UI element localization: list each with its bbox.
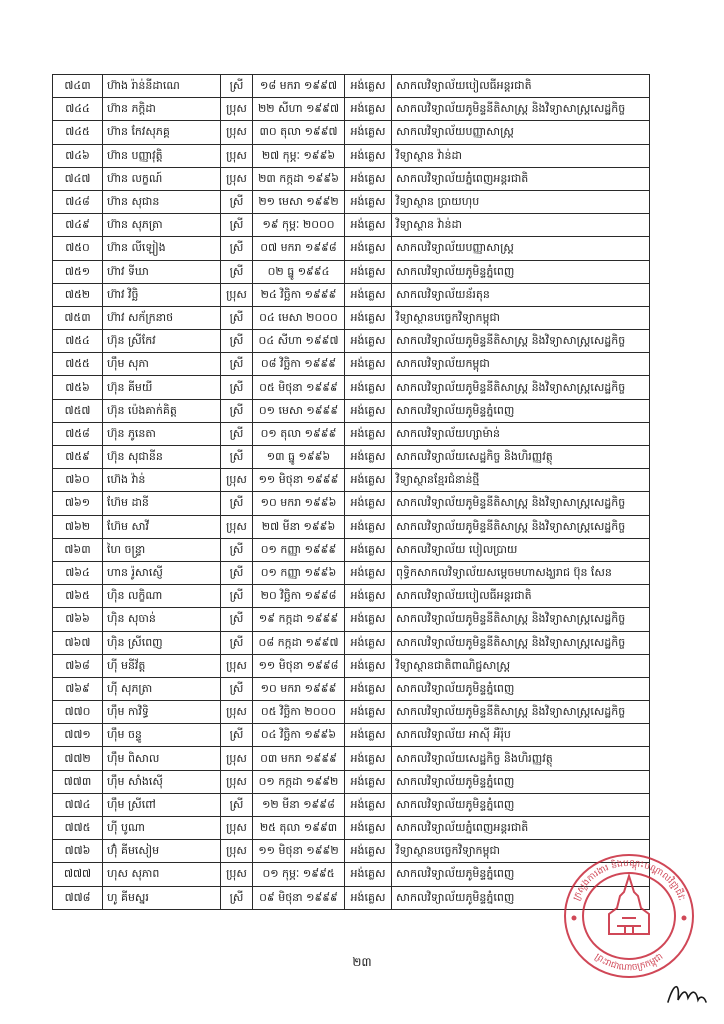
table-row <box>53 75 650 98</box>
institution-cell: សាកលវិទ្យាល័យភូមិន្ទនីតិសាស្ត្រ និងវិទ្យាសាស្ត្រសេដ្ឋកិច្ច <box>392 701 650 724</box>
row-number-cell: ៧៥០ <box>53 237 103 260</box>
gender-cell: ប្រុស <box>221 167 253 190</box>
name-cell: ហ៊ឹម សុភា <box>103 353 221 376</box>
birth-date-cell: ០៩ មិថុនា ១៩៩៩ <box>253 886 345 909</box>
language-cell: អង់គ្លេស <box>345 561 392 584</box>
language-cell: អង់គ្លេស <box>345 608 392 631</box>
name-cell: ហ៊ិន ស្រីពេញ <box>103 631 221 654</box>
row-number-cell: ៧៤៤ <box>53 98 103 121</box>
table-row <box>53 561 650 584</box>
row-number-cell: ៧៦៧ <box>53 631 103 654</box>
gender-cell: ស្រី <box>221 886 253 909</box>
row-number-cell: ៧៧៨ <box>53 886 103 909</box>
row-number-cell: ៧៥១ <box>53 260 103 283</box>
row-number-cell: ៧៥៤ <box>53 330 103 353</box>
language-cell: អង់គ្លេស <box>345 214 392 237</box>
birth-date-cell: ០១ កក្កដា ១៩៩២ <box>253 770 345 793</box>
language-cell: អង់គ្លេស <box>345 422 392 445</box>
institution-cell: សាកលវិទ្យាល័យកម្ពុជា <box>392 353 650 376</box>
institution-cell: សាកលវិទ្យាល័យភូមិន្ទនីតិសាស្ត្រ និងវិទ្យាសាស្ត្រសេដ្ឋកិច្ច <box>392 631 650 654</box>
language-cell: អង់គ្លេស <box>345 98 392 121</box>
gender-cell: ប្រុស <box>221 98 253 121</box>
table-row <box>53 260 650 283</box>
gender-cell: ប្រុស <box>221 747 253 770</box>
name-cell: ហុស សុភាព <box>103 863 221 886</box>
language-cell: អង់គ្លេស <box>345 237 392 260</box>
institution-cell: សាកលវិទ្យាល័យភូមិន្ទភ្នំពេញ <box>392 260 650 283</box>
gender-cell: ប្រុស <box>221 469 253 492</box>
institution-cell: វិទ្យាស្ថានបច្ចេកវិទ្យាកម្ពុជា <box>392 306 650 329</box>
name-cell: ហ៊ែម សាវី <box>103 515 221 538</box>
gender-cell: ប្រុស <box>221 770 253 793</box>
row-number-cell: ៧៦០ <box>53 469 103 492</box>
language-cell: អង់គ្លេស <box>345 747 392 770</box>
birth-date-cell: ០៥ វិច្ឆិកា ២០០០ <box>253 701 345 724</box>
birth-date-cell: ០៤ វិច្ឆិកា ១៩៩៦ <box>253 724 345 747</box>
handwritten-signature <box>664 978 708 1008</box>
table-row <box>53 399 650 422</box>
gender-cell: ស្រី <box>221 492 253 515</box>
language-cell: អង់គ្លេស <box>345 399 392 422</box>
row-number-cell: ៧៦៤ <box>53 561 103 584</box>
table-row <box>53 863 650 886</box>
name-cell: ហ៊ិន សុចាន់ <box>103 608 221 631</box>
name-cell: ហាន រ៉ូសាស្ញើ <box>103 561 221 584</box>
gender-cell: ប្រុស <box>221 840 253 863</box>
gender-cell: ស្រី <box>221 608 253 631</box>
row-number-cell: ៧៥៣ <box>53 306 103 329</box>
gender-cell: ប្រុស <box>221 283 253 306</box>
gender-cell: ស្រី <box>221 376 253 399</box>
row-number-cell: ៧៦៥ <box>53 585 103 608</box>
name-cell: ហ៊េង វ៉ាន់ <box>103 469 221 492</box>
birth-date-cell: ០១ កុម្ភៈ ១៩៩៥ <box>253 863 345 886</box>
table-row <box>53 330 650 353</box>
table-row <box>53 654 650 677</box>
table-row <box>53 376 650 399</box>
table-row <box>53 585 650 608</box>
birth-date-cell: ១៩ កក្កដា ១៩៩៩ <box>253 608 345 631</box>
language-cell: អង់គ្លេស <box>345 492 392 515</box>
row-number-cell: ៧៧១ <box>53 724 103 747</box>
language-cell: អង់គ្លេស <box>345 793 392 816</box>
official-seal-stamp <box>562 852 696 980</box>
birth-date-cell: ០៣ មករា ១៩៩៩ <box>253 747 345 770</box>
gender-cell: ស្រី <box>221 260 253 283</box>
row-number-cell: ៧៧៤ <box>53 793 103 816</box>
institution-cell: វិទ្យាស្ថានបច្ចេកវិទ្យាកម្ពុជា <box>392 840 650 863</box>
birth-date-cell: ០៨ វិច្ឆិកា ១៩៩៩ <box>253 353 345 376</box>
table-row <box>53 840 650 863</box>
birth-date-cell: ១៨ មករា ១៩៩៧ <box>253 75 345 98</box>
language-cell: អង់គ្លេស <box>345 631 392 654</box>
name-cell: ហ៊ុន គីមយី <box>103 376 221 399</box>
row-number-cell: ៧៥៦ <box>53 376 103 399</box>
gender-cell: ប្រុស <box>221 701 253 724</box>
institution-cell: សាកលវិទ្យាល័យភ្នំពេញអន្តរជាតិ <box>392 817 650 840</box>
stamp-text-top: ក្រសួងការងារ និងបណ្តុះបណ្តាលវិជ្ជាជីវៈ <box>571 858 687 903</box>
name-cell: ហ៊ិន លក្ខិណា <box>103 585 221 608</box>
institution-cell: វិទ្យាស្ថាន វ៉ាន់ដា <box>392 214 650 237</box>
gender-cell: ស្រី <box>221 677 253 700</box>
language-cell: អង់គ្លេស <box>345 260 392 283</box>
name-cell: ហ៊ី បូណា <box>103 817 221 840</box>
name-cell: ហ៊ឹម ពិសាល <box>103 747 221 770</box>
language-cell: អង់គ្លេស <box>345 724 392 747</box>
language-cell: អង់គ្លេស <box>345 677 392 700</box>
institution-cell: សាកលវិទ្យាល័យភូមិន្ទនីតិសាស្ត្រ និងវិទ្យាសាស្ត្រសេដ្ឋកិច្ច <box>392 492 650 515</box>
institution-cell: សាកលវិទ្យាល័យបញ្ញាសាស្ត្រ <box>392 237 650 260</box>
language-cell: អង់គ្លេស <box>345 376 392 399</box>
birth-date-cell: ១១ មិថុនា ១៩៩២ <box>253 840 345 863</box>
institution-cell: សាកលវិទ្យាល័យសេដ្ឋកិច្ច និងហិរញ្ញវត្ថុ <box>392 446 650 469</box>
row-number-cell: ៧៤៧ <box>53 167 103 190</box>
institution-cell: សាកលវិទ្យាល័យភូមិន្ទនីតិសាស្ត្រ និងវិទ្យាសាស្ត្រសេដ្ឋកិច្ច <box>392 98 650 121</box>
institution-cell: សាកលវិទ្យាល័យភូមិន្ទភ្នំពេញ <box>392 677 650 700</box>
gender-cell: ស្រី <box>221 330 253 353</box>
row-number-cell: ៧៤៣ <box>53 75 103 98</box>
table-row <box>53 724 650 747</box>
birth-date-cell: ១០ មករា ១៩៩៩ <box>253 677 345 700</box>
institution-cell: សាកលវិទ្យាល័យបៀលធីអន្តរជាតិ <box>392 585 650 608</box>
row-number-cell: ៧៥៧ <box>53 399 103 422</box>
name-cell: ហ៊ាន សុជាន <box>103 190 221 213</box>
gender-cell: ស្រី <box>221 585 253 608</box>
name-cell: ហ៊ាន កែវសុភគ្គ <box>103 121 221 144</box>
birth-date-cell: ២៣ កក្កដា ១៩៩៦ <box>253 167 345 190</box>
name-cell: ហ៊ាន បញ្ញាវុត្តិ <box>103 144 221 167</box>
name-cell: ហ៊ី សុភត្រា <box>103 677 221 700</box>
row-number-cell: ៧៥២ <box>53 283 103 306</box>
table-row <box>53 608 650 631</box>
name-cell: ហ៊ឹម សាំងស៊ើ <box>103 770 221 793</box>
table-row <box>53 98 650 121</box>
name-cell: ហ៊ាន លក្ខណ៍ <box>103 167 221 190</box>
gender-cell: ប្រុស <box>221 121 253 144</box>
table-row <box>53 631 650 654</box>
row-number-cell: ៧៤៨ <box>53 190 103 213</box>
table-row <box>53 446 650 469</box>
name-cell: ហ៊ឹម កាវិទ្ធិ <box>103 701 221 724</box>
name-cell: ហ៊ាន លីឡៀង <box>103 237 221 260</box>
gender-cell: ស្រី <box>221 75 253 98</box>
institution-cell: សាកលវិទ្យាល័យភូមិន្ទភ្នំពេញ <box>392 793 650 816</box>
language-cell: អង់គ្លេស <box>345 840 392 863</box>
svg-text:ព្រះរាជាណាចក្រកម្ពុជា <box>593 952 665 973</box>
language-cell: អង់គ្លេស <box>345 654 392 677</box>
birth-date-cell: ១៣ ធ្នូ ១៩៩៦ <box>253 446 345 469</box>
language-cell: អង់គ្លេស <box>345 585 392 608</box>
gender-cell: ស្រី <box>221 353 253 376</box>
table-row <box>53 214 650 237</box>
institution-cell: សាកលវិទ្យាល័យភូមិន្ទភ្នំពេញ <box>392 399 650 422</box>
institution-cell: សាកលវិទ្យាល័យភូមិន្ទភ្នំពេញ <box>392 886 650 909</box>
institution-cell: សាកលវិទ្យាល័យន័រតុន <box>392 283 650 306</box>
table-row <box>53 886 650 909</box>
language-cell: អង់គ្លេស <box>345 863 392 886</box>
birth-date-cell: ៣០ តុលា ១៩៩៧ <box>253 121 345 144</box>
birth-date-cell: ២២ សីហា ១៩៩៧ <box>253 98 345 121</box>
language-cell: អង់គ្លេស <box>345 538 392 561</box>
gender-cell: ស្រី <box>221 399 253 422</box>
gender-cell: ប្រុស <box>221 817 253 840</box>
table-row <box>53 793 650 816</box>
table-row <box>53 167 650 190</box>
page-number: ២៣ <box>352 955 372 969</box>
birth-date-cell: ០៨ កក្កដា ១៩៩៧ <box>253 631 345 654</box>
row-number-cell: ៧៦៨ <box>53 654 103 677</box>
language-cell: អង់គ្លេស <box>345 469 392 492</box>
gender-cell: ប្រុស <box>221 654 253 677</box>
birth-date-cell: ០៤ មេសា ២០០០ <box>253 306 345 329</box>
institution-cell: សាកលវិទ្យាល័យសេដ្ឋកិច្ច និងហិរញ្ញវត្ថុ <box>392 747 650 770</box>
institution-cell: វិទ្យាស្ថាន ប្រាយហុប <box>392 190 650 213</box>
row-number-cell: ៧៤៩ <box>53 214 103 237</box>
institution-cell: សាកលវិទ្យាល័យភូមិន្ទភ្នំពេញ <box>392 770 650 793</box>
gender-cell: ស្រី <box>221 538 253 561</box>
birth-date-cell: ០១ កញ្ញា ១៩៩៩ <box>253 538 345 561</box>
row-number-cell: ៧៧០ <box>53 701 103 724</box>
language-cell: អង់គ្លេស <box>345 353 392 376</box>
birth-date-cell: ០៥ មិថុនា ១៩៩៩ <box>253 376 345 399</box>
gender-cell: ស្រី <box>221 724 253 747</box>
institution-cell: សាកលវិទ្យាល័យភូមិន្ទនីតិសាស្ត្រ និងវិទ្យាសាស្ត្រសេដ្ឋកិច្ច <box>392 515 650 538</box>
gender-cell: ប្រុស <box>221 863 253 886</box>
name-cell: ហ៊ី មនីវ័ត្ត <box>103 654 221 677</box>
name-cell: ហ៊ាវ វិច្ឆិ <box>103 283 221 306</box>
gender-cell: ស្រី <box>221 190 253 213</box>
table-row <box>53 701 650 724</box>
birth-date-cell: ០៧ មករា ១៩៩៨ <box>253 237 345 260</box>
roster-table <box>52 74 650 910</box>
row-number-cell: ៧៥៨ <box>53 422 103 445</box>
table-row <box>53 515 650 538</box>
institution-cell: សាកលវិទ្យាល័យភ្នំពេញអន្តរជាតិ <box>392 167 650 190</box>
gender-cell: ប្រុស <box>221 515 253 538</box>
birth-date-cell: ១១ មិថុនា ១៩៩៨ <box>253 654 345 677</box>
name-cell: ហ៊ុំ គីមសៀម <box>103 840 221 863</box>
row-number-cell: ៧៧៧ <box>53 863 103 886</box>
name-cell: ហ៊ាង រ៉ាន់នីដាណេ <box>103 75 221 98</box>
language-cell: អង់គ្លេស <box>345 306 392 329</box>
name-cell: ហ៊ាន ភក្តិដា <box>103 98 221 121</box>
institution-cell: សាកលវិទ្យាល័យហ្សាម៉ាន់ <box>392 422 650 445</box>
row-number-cell: ៧៥៩ <box>53 446 103 469</box>
institution-cell: សាកលវិទ្យាល័យភូមិន្ទភ្នំពេញ <box>392 863 650 886</box>
table-row <box>53 677 650 700</box>
gender-cell: ស្រី <box>221 422 253 445</box>
birth-date-cell: ១០ មករា ១៩៩៦ <box>253 492 345 515</box>
row-number-cell: ៧៤៦ <box>53 144 103 167</box>
table-row <box>53 237 650 260</box>
table-row <box>53 770 650 793</box>
stamp-text-bottom: ព្រះរាជាណាចក្រកម្ពុជា <box>592 951 666 974</box>
birth-date-cell: ២៧ កុម្ភៈ ១៩៩៦ <box>253 144 345 167</box>
table-row <box>53 121 650 144</box>
gender-cell: ស្រី <box>221 214 253 237</box>
birth-date-cell: ០១ កញ្ញា ១៩៩៦ <box>253 561 345 584</box>
language-cell: អង់គ្លេស <box>345 770 392 793</box>
gender-cell: ស្រី <box>221 446 253 469</box>
table-row <box>53 817 650 840</box>
table-row <box>53 190 650 213</box>
table-row <box>53 353 650 376</box>
row-number-cell: ៧៦៣ <box>53 538 103 561</box>
language-cell: អង់គ្លេស <box>345 446 392 469</box>
birth-date-cell: ២៧ មីនា ១៩៩៦ <box>253 515 345 538</box>
birth-date-cell: ១២ មីនា ១៩៩៨ <box>253 793 345 816</box>
gender-cell: ប្រុស <box>221 144 253 167</box>
institution-cell: ពុទ្ធិកសាកលវិទ្យាល័យសម្តេចមហាសង្ឃរាជ ប៊ុន សែន <box>392 561 650 584</box>
institution-cell: សាកលវិទ្យាល័យ បៀលប្រាយ <box>392 538 650 561</box>
language-cell: អង់គ្លេស <box>345 701 392 724</box>
table-row <box>53 422 650 445</box>
birth-date-cell: ០១ តុលា ១៩៩៩ <box>253 422 345 445</box>
name-cell: ហ៊ុន សុជានីន <box>103 446 221 469</box>
institution-cell: វិទ្យាស្ថានជាតិពាណិជ្ជសាស្ត្រ <box>392 654 650 677</box>
row-number-cell: ៧៦១ <box>53 492 103 515</box>
name-cell: ហ៊ឹម ចន្ទូ <box>103 724 221 747</box>
row-number-cell: ៧៤៥ <box>53 121 103 144</box>
language-cell: អង់គ្លេស <box>345 515 392 538</box>
row-number-cell: ៧៦៩ <box>53 677 103 700</box>
birth-date-cell: ២១ មេសា ១៩៩២ <box>253 190 345 213</box>
table-row <box>53 306 650 329</box>
name-cell: ហូ គីមស្នរ <box>103 886 221 909</box>
institution-cell: វិទ្យាស្ថាន វ៉ាន់ដា <box>392 144 650 167</box>
row-number-cell: ៧៧៦ <box>53 840 103 863</box>
institution-cell: សាកលវិទ្យាល័យបៀលធីអន្តរជាតិ <box>392 75 650 98</box>
birth-date-cell: ២៥ តុលា ១៩៩៣ <box>253 817 345 840</box>
gender-cell: ស្រី <box>221 631 253 654</box>
row-number-cell: ៧៦៦ <box>53 608 103 631</box>
name-cell: ហ៊ុន ភូនេតា <box>103 422 221 445</box>
name-cell: ហ៊ឹម ស្រីពៅ <box>103 793 221 816</box>
row-number-cell: ៧៧៣ <box>53 770 103 793</box>
name-cell: ហ៊ែម ដានី <box>103 492 221 515</box>
roster-body <box>53 75 650 910</box>
birth-date-cell: ២០ វិច្ឆិកា ១៩៩៨ <box>253 585 345 608</box>
table-row <box>53 144 650 167</box>
name-cell: ហៃ ចន្ទ្រា <box>103 538 221 561</box>
gender-cell: ស្រី <box>221 237 253 260</box>
table-row <box>53 747 650 770</box>
institution-cell: សាកលវិទ្យាល័យបញ្ញាសាស្ត្រ <box>392 121 650 144</box>
name-cell: ហ៊ាវ ទីឃា <box>103 260 221 283</box>
institution-cell: សាកលវិទ្យាល័យភូមិន្ទនីតិសាស្ត្រ និងវិទ្យាសាស្ត្រសេដ្ឋកិច្ច <box>392 330 650 353</box>
table-row <box>53 538 650 561</box>
language-cell: អង់គ្លេស <box>345 330 392 353</box>
language-cell: អង់គ្លេស <box>345 167 392 190</box>
language-cell: អង់គ្លេស <box>345 144 392 167</box>
language-cell: អង់គ្លេស <box>345 886 392 909</box>
name-cell: ហ៊ុន ស្រីកែវ <box>103 330 221 353</box>
table-row <box>53 283 650 306</box>
language-cell: អង់គ្លេស <box>345 75 392 98</box>
row-number-cell: ៧៥៥ <box>53 353 103 376</box>
language-cell: អង់គ្លេស <box>345 190 392 213</box>
birth-date-cell: ១១ មិថុនា ១៩៩៩ <box>253 469 345 492</box>
table-row <box>53 469 650 492</box>
row-number-cell: ៧៧៥ <box>53 817 103 840</box>
language-cell: អង់គ្លេស <box>345 121 392 144</box>
name-cell: ហ៊ុន ប៉េងគាក់គិត្ត <box>103 399 221 422</box>
name-cell: ហ៊ាវ សក័ក្រនាថ <box>103 306 221 329</box>
language-cell: អង់គ្លេស <box>345 283 392 306</box>
birth-date-cell: ០១ មេសា ១៩៩៩ <box>253 399 345 422</box>
language-cell: អង់គ្លេស <box>345 817 392 840</box>
institution-cell: វិទ្យាស្ថានខ្មែរជំនាន់ថ្មី <box>392 469 650 492</box>
gender-cell: ស្រី <box>221 306 253 329</box>
birth-date-cell: ១៩ កុម្ភៈ ២០០០ <box>253 214 345 237</box>
institution-cell: សាកលវិទ្យាល័យភូមិន្ទនីតិសាស្ត្រ និងវិទ្យាសាស្ត្រសេដ្ឋកិច្ច <box>392 608 650 631</box>
row-number-cell: ៧៧២ <box>53 747 103 770</box>
name-cell: ហ៊ាន សុភត្រា <box>103 214 221 237</box>
table-row <box>53 492 650 515</box>
birth-date-cell: ០២ ធ្នូ ១៩៩៤ <box>253 260 345 283</box>
birth-date-cell: ២៤ វិច្ឆិកា ១៩៩៩ <box>253 283 345 306</box>
gender-cell: ស្រី <box>221 561 253 584</box>
row-number-cell: ៧៦២ <box>53 515 103 538</box>
birth-date-cell: ០៤ សីហា ១៩៩៧ <box>253 330 345 353</box>
institution-cell: សាកលវិទ្យាល័យ អាស៊ី អឺរ៉ុប <box>392 724 650 747</box>
institution-cell: សាកលវិទ្យាល័យភូមិន្ទនីតិសាស្ត្រ និងវិទ្យាសាស្ត្រសេដ្ឋកិច្ច <box>392 376 650 399</box>
gender-cell: ស្រី <box>221 793 253 816</box>
